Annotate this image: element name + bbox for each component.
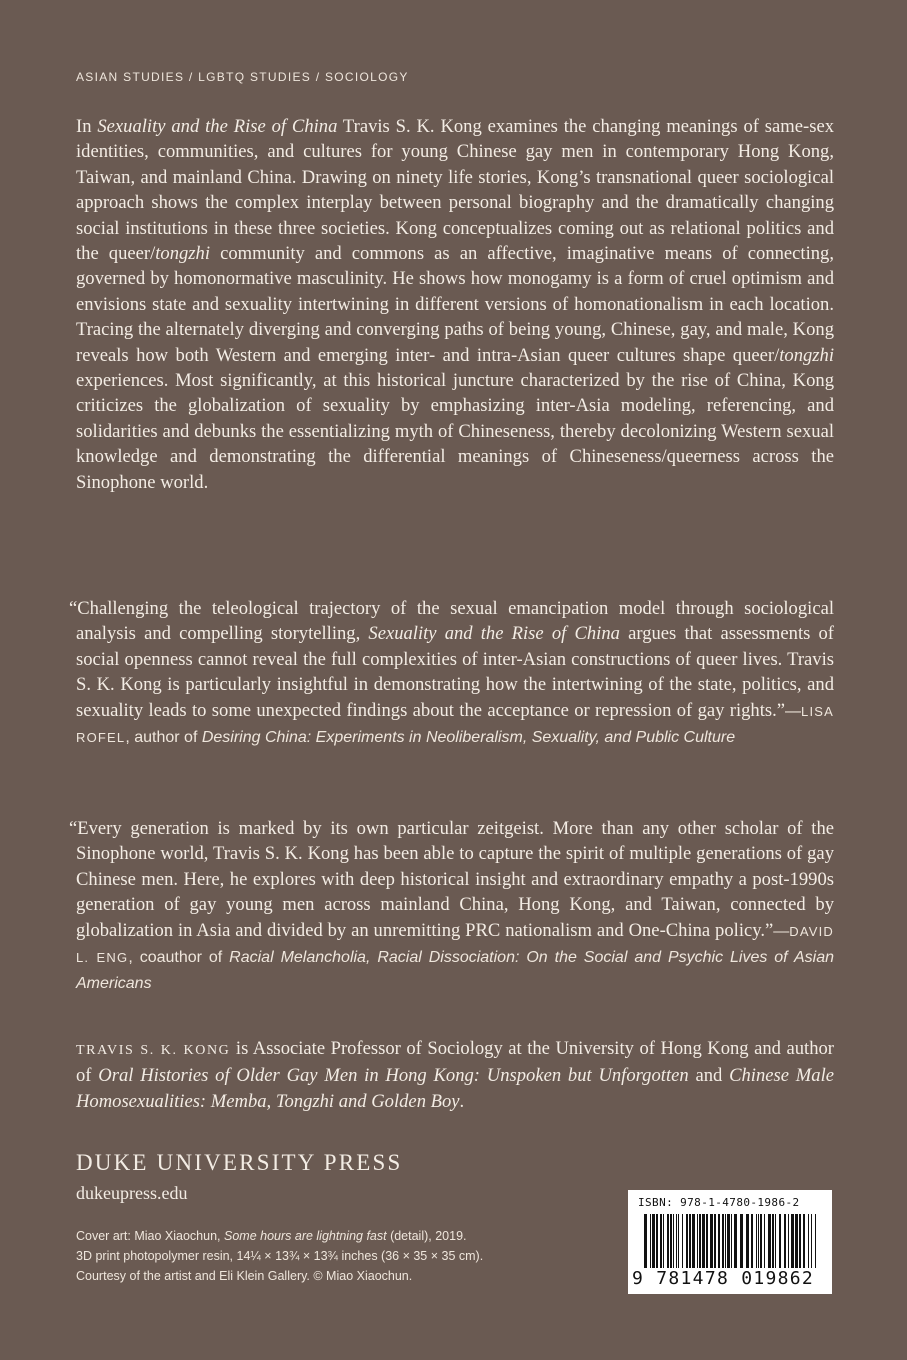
blurb-author-book: Racial Melancholia, Racial Dissociation: On the Social and Psychic Lives of Asian Americans — [76, 949, 834, 993]
blurb-text-1: “Challenging the teleological trajectory of the sexual emancipation model through sociological analysis and compelling storytelling, — [69, 598, 834, 645]
barcode-bar — [678, 1214, 679, 1268]
barcode-bar — [751, 1214, 753, 1268]
barcode-bar — [652, 1214, 655, 1268]
barcode-bar — [650, 1214, 651, 1268]
barcode-bar — [811, 1214, 812, 1268]
barcode-bar — [784, 1214, 786, 1268]
credit-line-1 — [76, 1226, 596, 1246]
barcode-bar — [725, 1214, 726, 1268]
credit-line-2: 3D print photopolymer resin, 14¼ × 13¾ × 13¾ inches (36 × 35 × 35 cm). — [76, 1249, 484, 1263]
barcode-bar — [734, 1214, 737, 1268]
barcode-bar — [682, 1214, 683, 1268]
author-book-1: Oral Histories of Older Gay Men in Hong Kong: Unspoken but Unforgotten — [98, 1065, 689, 1087]
blurb-role: , coauthor of — [128, 949, 230, 967]
isbn-label: ISBN: 978-1-4780-1986-2 — [638, 1196, 800, 1209]
tongzhi-term: tongzhi — [779, 344, 834, 366]
barcode-bar — [764, 1214, 765, 1268]
barcode-bars — [642, 1214, 822, 1268]
barcode-bar — [667, 1214, 669, 1268]
description-text-2: community and commons as an affective, imaginative means of connecting, governed by homonormative masculinity. He shows how monogamy is a form of cruel optimism and envisions state and sexuality intertwining in different versions of homonationalism in each location. Tracing the alternately diverging and converging paths of being young, Chinese, gay, and male, Kong reveals how both Western and emerging inter- and intra-Asian queer cultures shape queer/ — [76, 243, 834, 366]
bio-end: . — [459, 1090, 465, 1112]
barcode-bar — [670, 1214, 672, 1268]
description-text-3: experiences. Most significantly, at this historical juncture characterized by the rise of China, Kong criticizes the globalization of sexuality by emphasizing inter-Asia modeling, referencing, and solidarities and debunks the essentializing myth of Chineseness, thereby decolonizing Western sexual knowledge and demonstrating the differential meanings of Chineseness/queerness across the Sinophone world. — [76, 370, 834, 493]
barcode-bar — [714, 1214, 716, 1268]
tongzhi-term: tongzhi — [155, 243, 211, 265]
barcode-bar — [775, 1214, 776, 1268]
barcode-bar — [772, 1214, 774, 1268]
bio-text: is Associate Professor of Sociology at the University of Hong Kong and author of — [76, 1038, 834, 1087]
credit-rest: (detail), 2019. — [386, 1229, 467, 1243]
barcode-bar — [702, 1214, 705, 1268]
cover-credit — [76, 1226, 596, 1286]
blurb-author: LISA ROFEL — [76, 703, 834, 746]
em-dash: — — [773, 922, 790, 940]
publisher-name: DUKE UNIVERSITY PRESS — [76, 1150, 403, 1175]
barcode-bar — [815, 1214, 816, 1268]
category-line: ASIAN STUDIES / LGBTQ STUDIES / SOCIOLOGY — [76, 70, 409, 84]
barcode-bar — [731, 1214, 732, 1268]
barcode-bar — [740, 1214, 743, 1268]
barcode-bar — [795, 1214, 798, 1268]
barcode-bar — [697, 1214, 698, 1268]
barcode-bar — [686, 1214, 688, 1268]
barcode-bar — [718, 1214, 720, 1268]
barcode-bar — [758, 1214, 759, 1268]
blurb-author-book: Desiring China: Experiments in Neoliberalism, Sexuality, and Public Culture — [201, 729, 736, 747]
artwork-title: Some hours are lightning fast — [224, 1229, 387, 1243]
barcode-bar — [663, 1214, 664, 1268]
barcode-bar — [788, 1214, 789, 1268]
author-bio — [76, 1036, 834, 1114]
barcode-bar — [799, 1214, 801, 1268]
blurb-rofel — [69, 596, 834, 750]
barcode-bar — [760, 1214, 762, 1268]
barcode-bar — [692, 1214, 695, 1268]
book-title: Sexuality and the Rise of China — [97, 116, 338, 137]
author-book-2: Chinese Male Homosexualities: Memba, Tongzhi and Golden Boy — [76, 1065, 834, 1112]
barcode-bar — [727, 1214, 730, 1268]
description — [76, 114, 834, 495]
credit-line-3: Courtesy of the artist and Eli Klein Gallery. © Miao Xiaochun. — [76, 1269, 413, 1283]
em-dash: — — [785, 702, 802, 720]
barcode-bar — [710, 1214, 713, 1268]
description-lead: In — [76, 116, 98, 137]
barcode-bar — [676, 1214, 677, 1268]
barcode-box — [628, 1190, 832, 1294]
blurb-author: DAVID L. ENG — [76, 923, 834, 966]
barcode-bar — [644, 1214, 647, 1268]
barcode-bar — [779, 1214, 781, 1268]
barcode-bar — [746, 1214, 749, 1268]
barcode-bar — [756, 1214, 757, 1268]
bio-and: and — [688, 1065, 730, 1087]
barcode-bar — [768, 1214, 771, 1268]
barcode-bar — [660, 1214, 662, 1268]
blurb-text: “Every generation is marked by its own particular zeitgeist. More than any other scholar of the Sinophone world, Travis S. K. Kong has been able to capture the spirit of multiple generations of gay Chinese men. Here, he explores with deep historical insight and extraordinary empathy a post-1990s generation of gay young men across mainland China, Hong Kong, and Taiwan, connected by globalization in Asia and divided by an unremitting PRC nationalism and One-China policy.” — [69, 818, 834, 941]
credit-lead: Cover art: Miao Xiaochun, — [76, 1229, 224, 1243]
author-name: TRAVIS S. K. KONG — [76, 1043, 231, 1058]
barcode-bar — [673, 1214, 674, 1268]
barcode-bar — [722, 1214, 724, 1268]
blurb-eng — [69, 816, 834, 997]
ean-digits: 9 781478 019862 — [632, 1268, 815, 1289]
barcode-bar — [808, 1214, 809, 1268]
barcode-bar — [699, 1214, 701, 1268]
barcode-bar — [706, 1214, 708, 1268]
barcode-bar — [689, 1214, 691, 1268]
description-text-1: Travis S. K. Kong examines the changing meanings of same-sex identities, communities, and cultures for young Chinese gay men in contemporary Hong Kong, Taiwan, and mainland China. Drawing on ninety life stories, Kong’s transnational queer sociological approach shows the complex interplay between personal biography and the dramatically changing social institutions in these three societies. Kong conceptualizes coming out as relational politics and the queer/ — [76, 116, 834, 265]
barcode-bar — [803, 1214, 805, 1268]
barcode-bar — [791, 1214, 794, 1268]
book-title: Sexuality and the Rise of China — [368, 623, 620, 645]
barcode-bar — [656, 1214, 658, 1268]
blurb-role: , author of — [125, 729, 202, 747]
blurb-text-2: argues that assessments of social openness cannot reveal the full complexities of inter-Asian constructions of queer lives. Travis S. K. Kong is particularly insightful in demonstrating how the intertwining of the state, politics, and sexuality leads to some unexpected findings about the acceptance or repression of gay rights.” — [76, 623, 834, 721]
publisher-url: dukeupress.edu — [76, 1183, 188, 1203]
